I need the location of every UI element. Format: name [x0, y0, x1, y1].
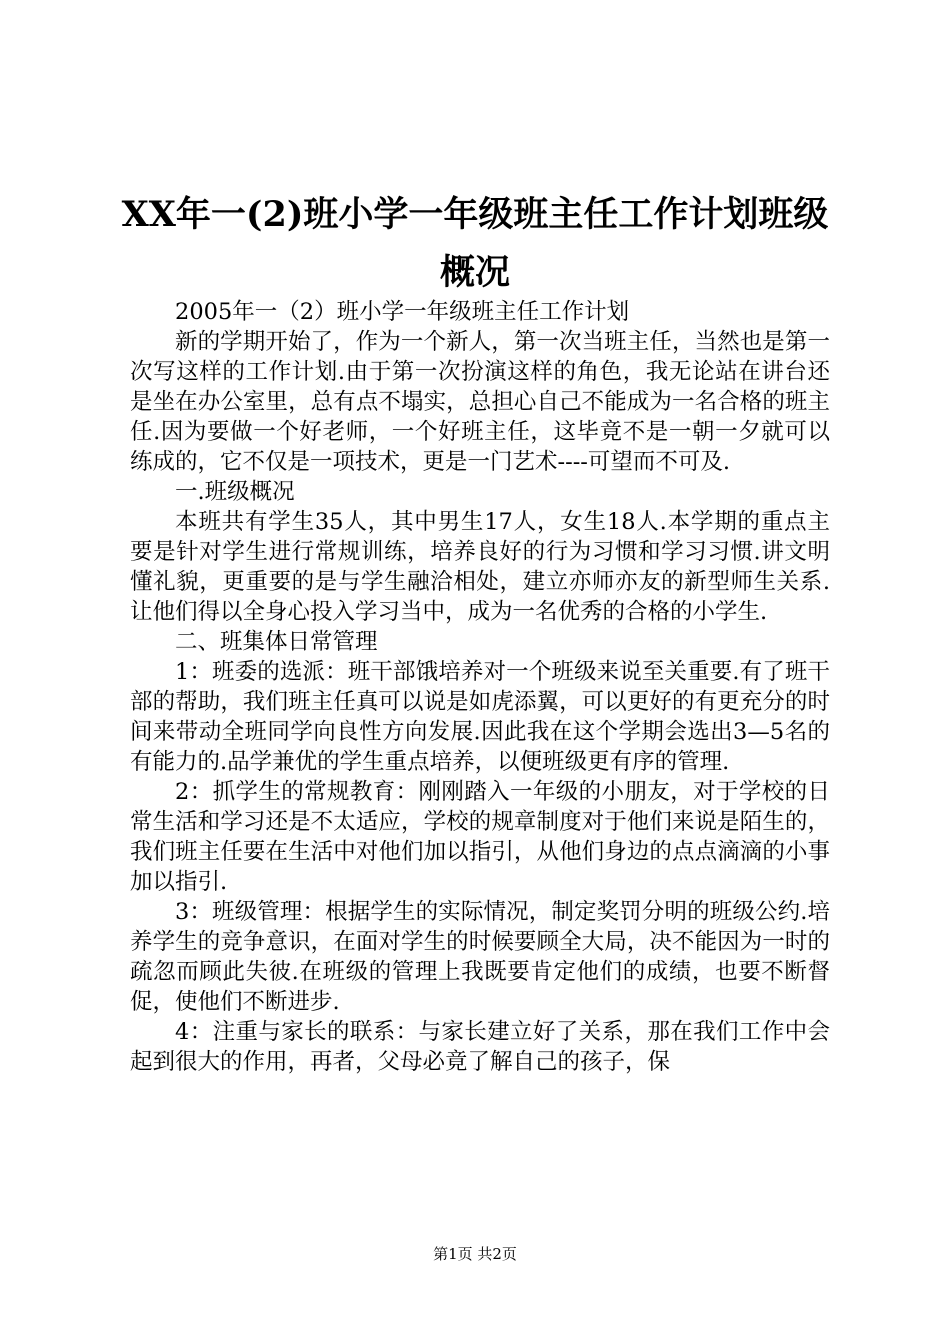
subtitle-paragraph: 2005年一（2）班小学一年级班主任工作计划 — [175, 299, 630, 325]
section-heading-daily-management: 二、班集体日常管理 — [175, 629, 378, 655]
item-class-management-paragraph: 3：班级管理：根据学生的实际情况，制定奖罚分明的班级公约.培养学生的竞争意识，在面对学生的时候要顾全大局，决不能因为一时的疏忽而顾此失彼.在班级的管理上我既要肯定他们的成绩，也要不断督促，使他们不断进步. — [130, 899, 830, 1015]
class-overview-paragraph: 本班共有学生35人，其中男生17人，女生18人.本学期的重点主要是针对学生进行常规训练，培养良好的行为习惯和学习习惯.讲文明懂礼貌，更重要的是与学生融洽相处，建立亦师亦友的新型师生关系.让他们得以全身心投入学习当中，成为一名优秀的合格的小学生. — [130, 509, 830, 625]
page-footer: 第1页 共2页 — [433, 1245, 517, 1263]
document-body — [130, 297, 830, 1077]
document-title: XX年一(2)班小学一年级班主任工作计划班级概况 — [121, 194, 829, 293]
section-heading-class-overview: 一.班级概况 — [175, 479, 295, 505]
intro-paragraph: 新的学期开始了，作为一个新人，第一次当班主任，当然也是第一次写这样的工作计划.由于第一次扮演这样的角色，我无论站在讲台还是坐在办公室里，总有点不塌实，总担心自己不能成为一名合格的班主任.因为要做一个好老师，一个好班主任，这毕竟不是一朝一夕就可以练成的，它不仅是一项技术，更是一门艺术----可望而不可及. — [130, 329, 830, 475]
item-routine-education-paragraph: 2：抓学生的常规教育：刚刚踏入一年级的小朋友，对于学校的日常生活和学习还是不太适应，学校的规章制度对于他们来说是陌生的，我们班主任要在生活中对他们加以指引，从他们身边的点点滴滴的小事加以指引. — [130, 779, 830, 895]
item-parent-contact-paragraph: 4：注重与家长的联系：与家长建立好了关系，那在我们工作中会起到很大的作用，再者，父母必竟了解自己的孩子，保 — [130, 1019, 830, 1075]
item-class-committee-paragraph: 1：班委的选派：班干部饿培养对一个班级来说至关重要.有了班干部的帮助，我们班主任真可以说是如虎添翼，可以更好的有更充分的时间来带动全班同学向良性方向发展.因此我在这个学期会选出3—5名的有能力的.品学兼优的学生重点培养，以便班级更有序的管理. — [130, 659, 830, 775]
